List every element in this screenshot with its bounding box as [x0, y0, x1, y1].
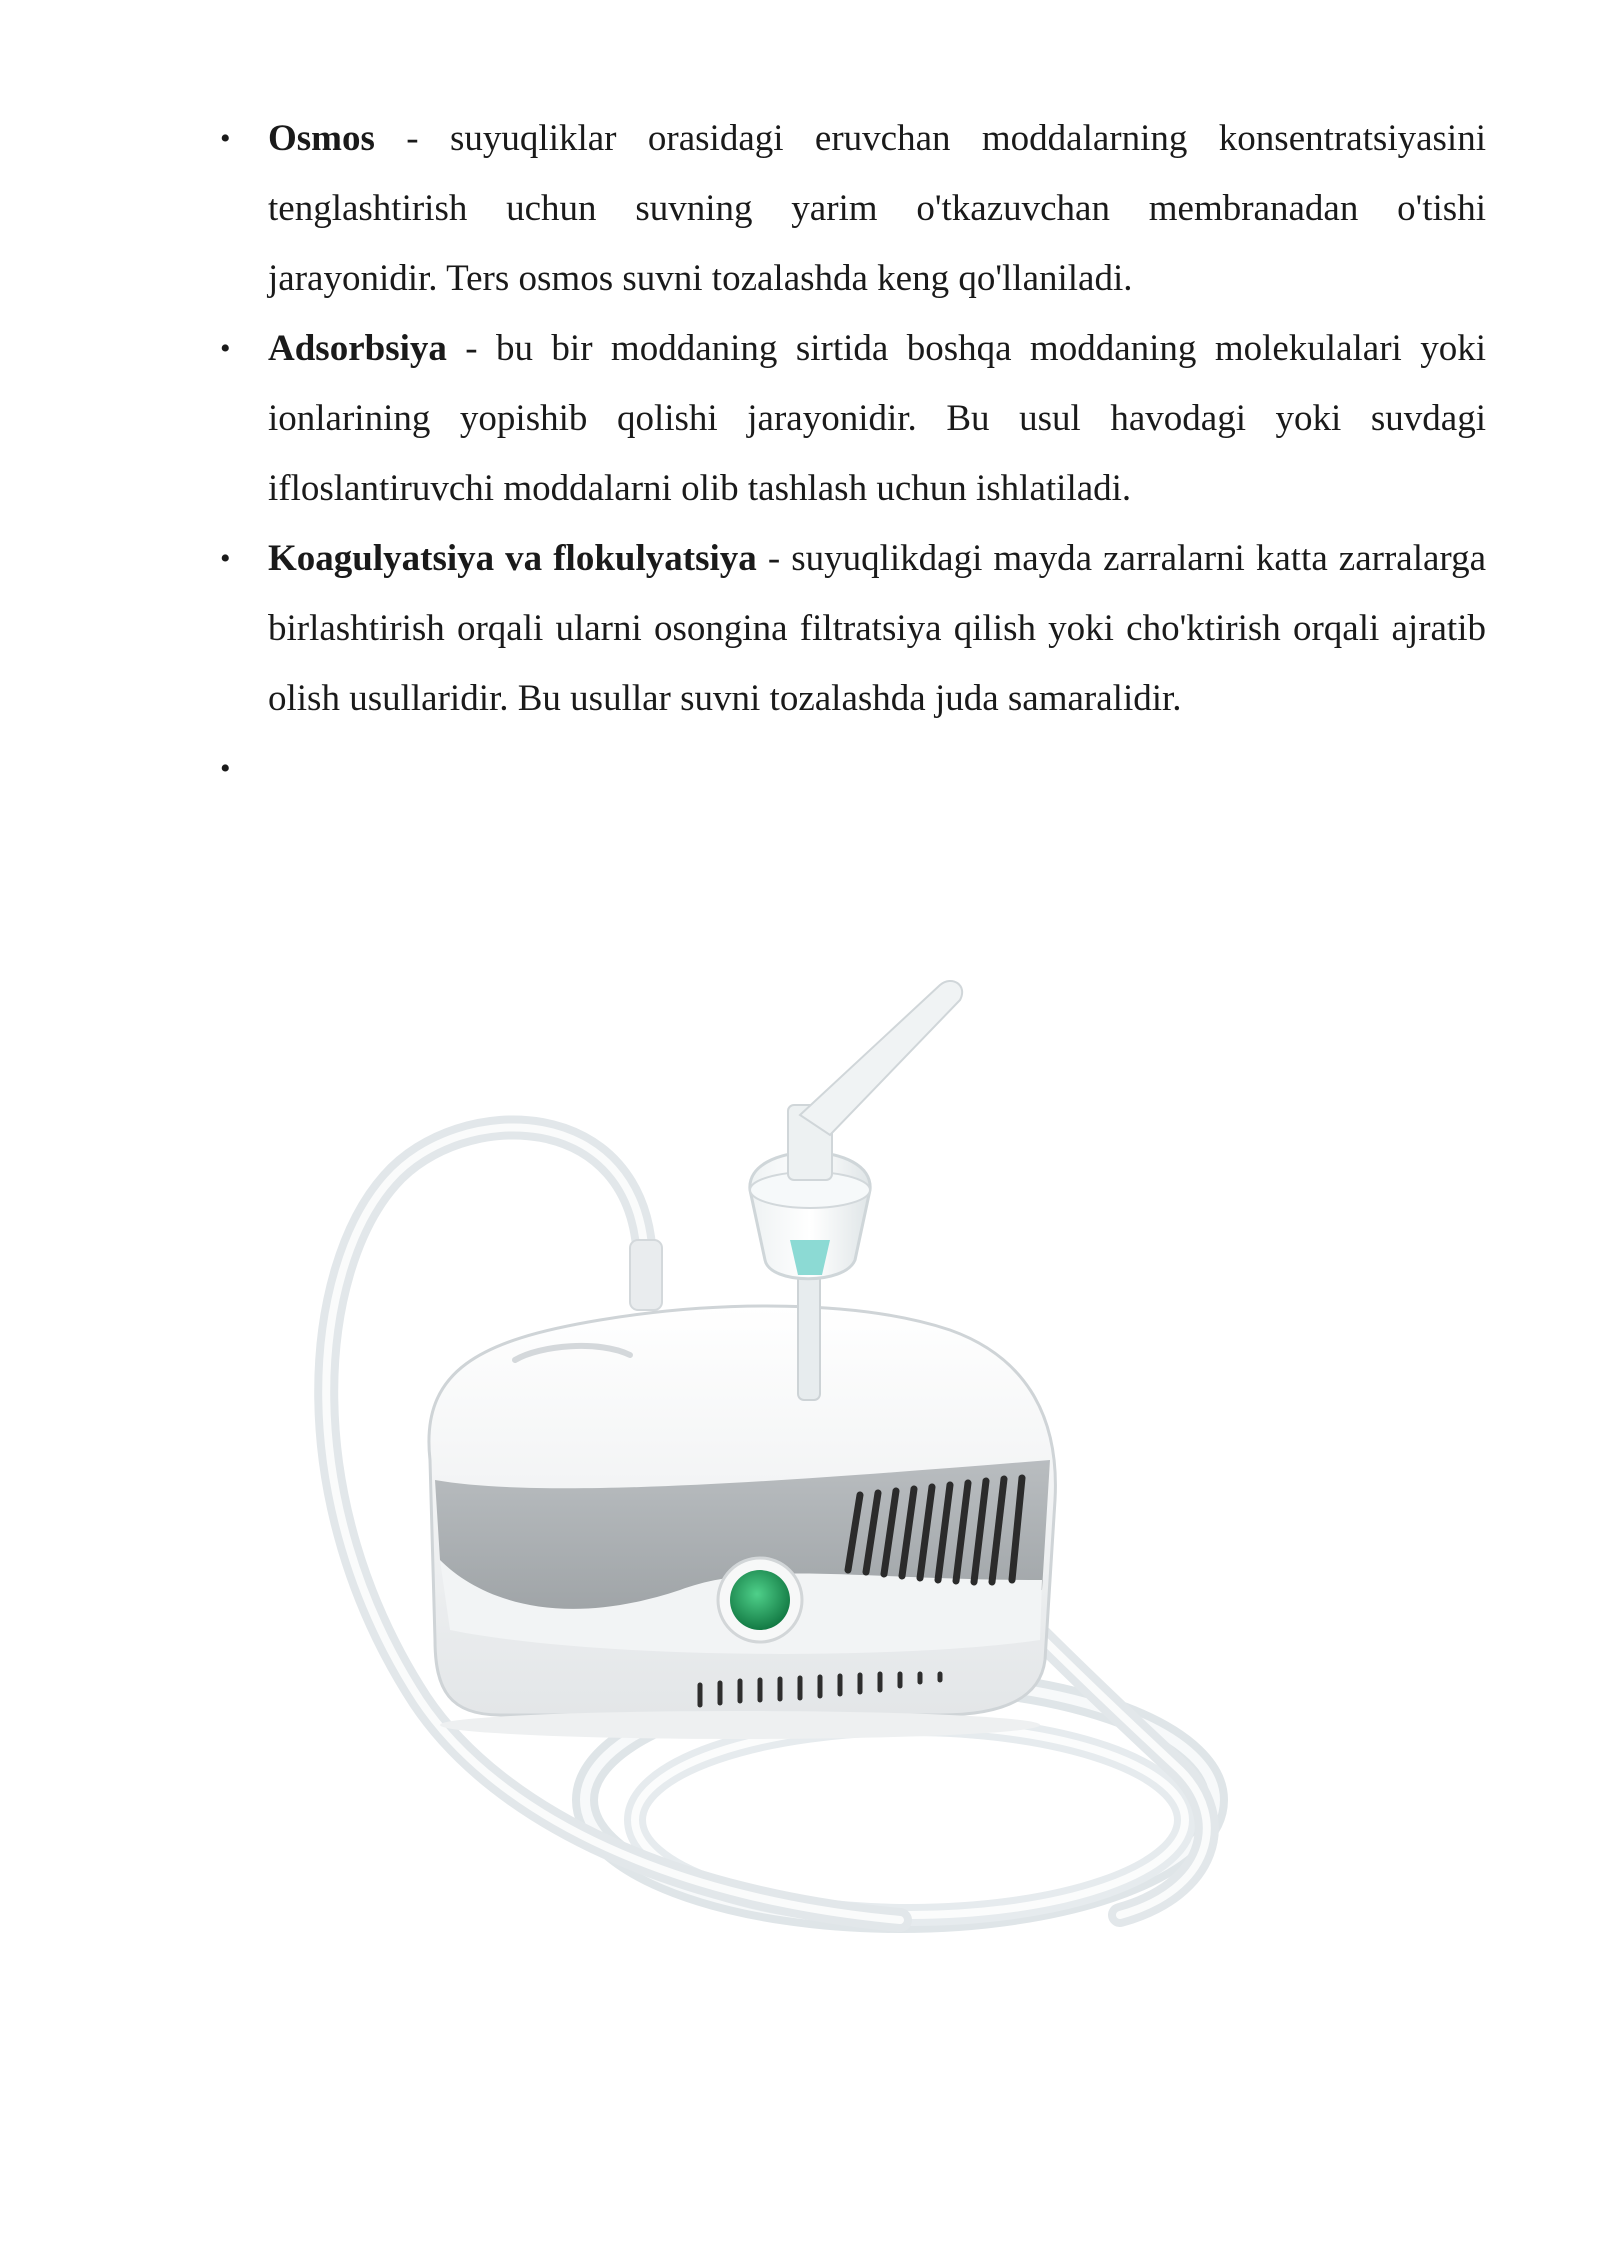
mouthpiece: [800, 981, 962, 1135]
term-description: - bu bir moddaning sirtida boshqa moddaning molekulalari yoki ionlarining yopishib qolishi jarayonidir. Bu usul havodagi yoki suvdagi ifloslantiruvchi moddalarni olib tashlash uchun ishlatiladi.: [268, 328, 1486, 509]
term-description: - suyuqlikdagi mayda zarralarni katta zarralarga birlashtirish orqali ularni osongina filtratsiya qilish yoki cho'ktirish orqali ajratib olish usullaridir. Bu usullar suvni tozalashda juda samaralidir.: [268, 538, 1486, 719]
bullet-icon: •: [220, 332, 231, 365]
bullet-icon: •: [220, 752, 231, 785]
list-item: [220, 314, 1486, 524]
term-label: Koagulyatsiya va flokulyatsiya: [268, 538, 757, 579]
nebulizer-illustration: [300, 940, 1400, 2120]
list-item: [220, 524, 1486, 734]
nebulizer-body: [429, 1306, 1055, 1739]
list-item-empty: [220, 734, 1486, 804]
bullet-icon: •: [220, 542, 231, 575]
nebulizer-image: [300, 940, 1400, 2120]
term-description: - suyuqliklar orasidagi eruvchan moddalarning konsentratsiyasini tenglashtirish uchun suvning yarim o'tkazuvchan membranadan o'tishi jarayonidir. Ters osmos suvni tozalashda keng qo'llaniladi.: [268, 118, 1486, 299]
term-label: Osmos: [268, 118, 375, 159]
definition-list: [220, 104, 1486, 804]
tube-connector: [630, 1240, 662, 1310]
bullet-icon: •: [220, 122, 231, 155]
list-item: [220, 104, 1486, 314]
term-label: Adsorbsiya: [268, 328, 447, 369]
power-button: [730, 1570, 790, 1630]
